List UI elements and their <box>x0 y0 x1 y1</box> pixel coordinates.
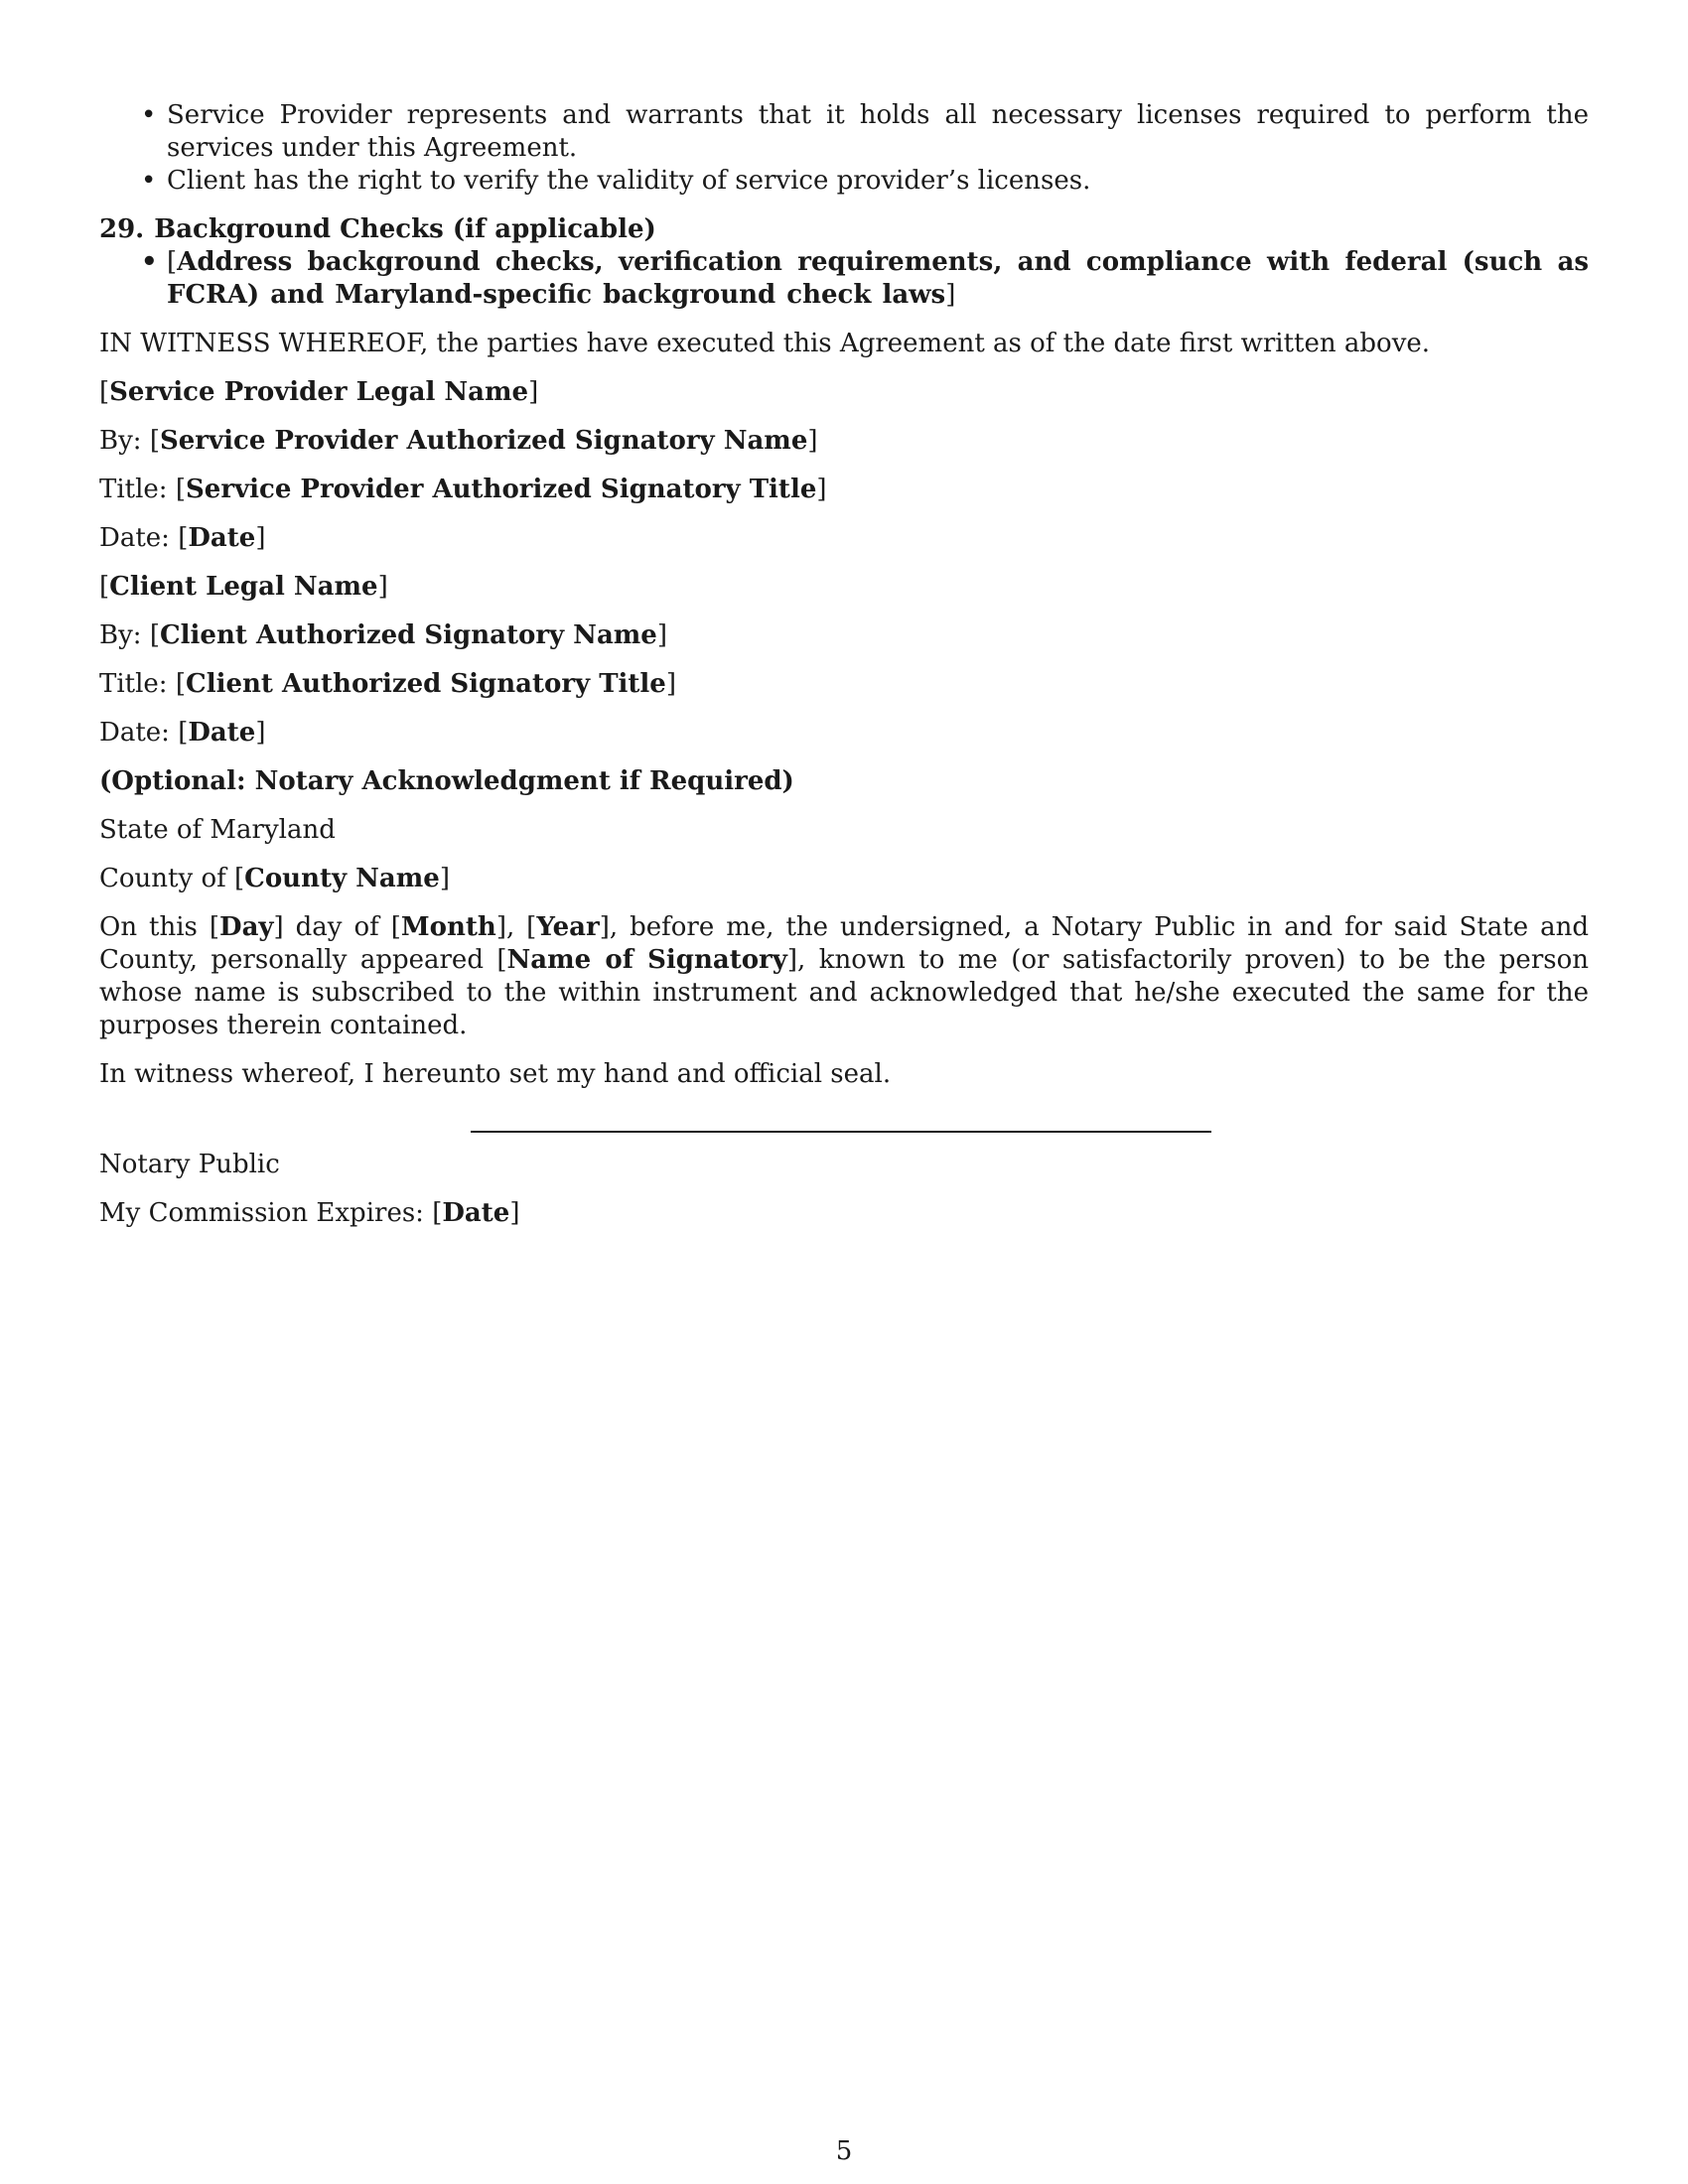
notary-county-line: County of [County Name] <box>99 864 450 893</box>
section-number: 29. <box>99 214 145 244</box>
notary-acknowledgment-text: On this [Day] day of [Month], [Year], before me, the undersigned, a Notary Public in and for said State and County, personally appeared [Name of Signatory], known to me (or satisfactorily proven) to be the person whose name is subscribed to the within instrument and acknowledged that he/she executed the same for the purposes therein contained. <box>99 912 1590 1040</box>
section-29-heading <box>99 213 1589 246</box>
placeholder-text: Address background checks, verification requirements, and compliance with federal (such as FCRA) and Maryland-specific background check laws <box>167 247 1589 310</box>
notary-heading-text: (Optional: Notary Acknowledgment if Required) <box>99 766 794 796</box>
placeholder-day: Day <box>219 912 274 942</box>
background-check-bullet-list <box>99 246 1589 312</box>
client-by-line: By: [Client Authorized Signatory Name] <box>99 620 667 650</box>
seal-statement: In witness whereof, I hereunto set my hand and official seal. <box>99 1059 892 1089</box>
commission-label: My Commission Expires: <box>99 1198 424 1228</box>
witness-statement: IN WITNESS WHEREOF, the parties have executed this Agreement as of the date first written above. <box>99 329 1431 358</box>
placeholder-signatory: Name of Signatory <box>506 945 787 975</box>
client-title-line: Title: [Client Authorized Signatory Title] <box>99 669 676 699</box>
notary-public-label: Notary Public <box>99 1150 280 1179</box>
document-page <box>99 99 1589 1230</box>
title-label: Title: <box>99 669 168 699</box>
signature-line <box>471 1131 1211 1133</box>
placeholder-text: Date <box>188 523 256 553</box>
placeholder-text: Client Authorized Signatory Title <box>186 669 666 699</box>
placeholder-year: Year <box>536 912 600 942</box>
placeholder-text: Client Legal Name <box>109 572 378 602</box>
placeholder-text: Client Authorized Signatory Name <box>159 620 657 650</box>
ack-text: , before me, the undersigned, a Notary Public in and for said State and County, personally appeared <box>99 912 1590 975</box>
license-bullet-list <box>99 99 1589 198</box>
client-legal-name: [Client Legal Name] <box>99 572 388 602</box>
placeholder-month: Month <box>400 912 496 942</box>
list-item: • Service Provider represents and warrants that it holds all necessary licenses required to perform the services under this Agreement. <box>167 99 1589 165</box>
placeholder-text: Service Provider Authorized Signatory Title <box>186 475 817 504</box>
commission-expires-line: My Commission Expires: [Date] <box>99 1198 520 1228</box>
provider-date-line: Date: [Date] <box>99 523 266 553</box>
bracket-close: ] <box>945 280 956 310</box>
title-label: Title: <box>99 475 168 504</box>
placeholder-text: Date <box>442 1198 510 1228</box>
provider-title-line: Title: [Service Provider Authorized Signatory Title] <box>99 475 827 504</box>
list-item: • Client has the right to verify the validity of service provider’s licenses. <box>167 165 1589 198</box>
notary-state: State of Maryland <box>99 815 336 845</box>
county-label: County of <box>99 864 226 893</box>
ack-text: day of <box>295 912 379 942</box>
by-label: By: <box>99 426 142 456</box>
placeholder-text: Date <box>188 718 256 748</box>
provider-legal-name: [Service Provider Legal Name] <box>99 377 539 407</box>
date-label: Date: <box>99 523 170 553</box>
list-item <box>167 246 1589 312</box>
page-number: 5 <box>835 2136 853 2166</box>
by-label: By: <box>99 620 142 650</box>
section-title: Background Checks (if applicable) <box>154 214 656 244</box>
bracket-open: [ <box>167 247 178 277</box>
ack-text: On this <box>99 912 198 942</box>
client-date-line: Date: [Date] <box>99 718 266 748</box>
provider-by-line: By: [Service Provider Authorized Signatory Name] <box>99 426 818 456</box>
notary-heading <box>99 765 1589 798</box>
placeholder-text: County Name <box>244 864 440 893</box>
placeholder-text: Service Provider Legal Name <box>109 377 529 407</box>
ack-text: , known to me (or satisfactorily proven) to be the person whose name is subscribed to the within instrument and acknowledged that he/she executed the same for the purposes therein contained. <box>99 945 1589 1040</box>
placeholder-text: Service Provider Authorized Signatory Name <box>159 426 808 456</box>
date-label: Date: <box>99 718 170 748</box>
